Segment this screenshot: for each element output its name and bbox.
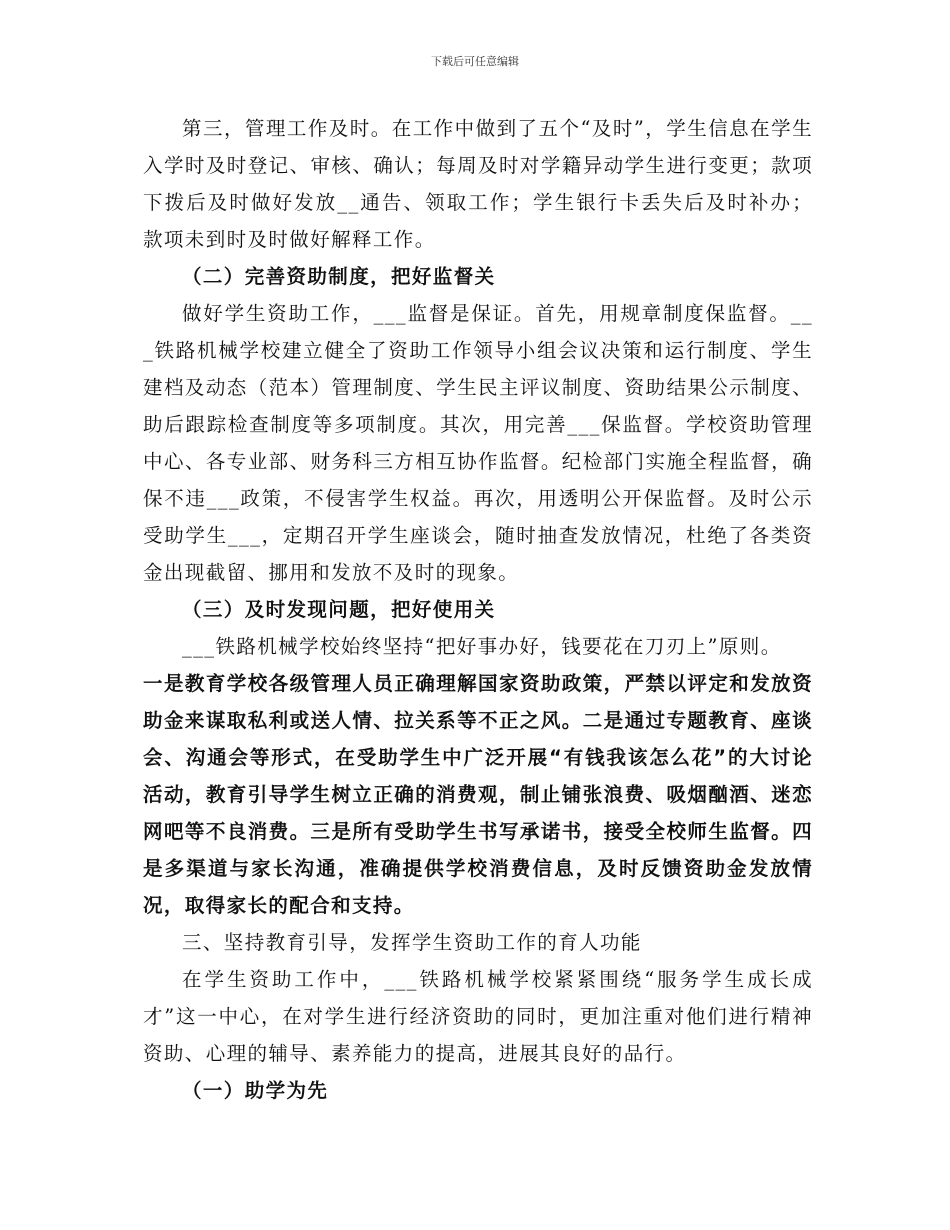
paragraph-measures: 一是教育学校各级管理人员正确理解国家资助政策，严禁以评定和发放资助金来谋取私利或送人情、拉关系等不正之风。二是通过专题教育、座谈会、沟通会等形式，在受助学生中广泛开展“有钱我该怎么花”的大讨论活动，教育引导学生树立正确的消费观，制止铺张浪费、吸烟酗酒、迷恋网吧等不良消费。三是所有受助学生书写承诺书，接受全校师生监督。四是多渠道与家长沟通，准确提供学校消费信息，及时反馈资助金发放情况，取得家长的配合和支持。 xyxy=(143,672,813,917)
paragraph-education: 在学生资助工作中，___铁路机械学校紧紧围绕“服务学生成长成才”这一中心，在对学生进行经济资助的同时，更加注重对他们进行精神资助、心理的辅导、素养能力的提高，进展其良好的品行。 xyxy=(143,968,813,1065)
document-body xyxy=(143,110,813,1109)
paragraph-supervision: 做好学生资助工作，___监督是保证。首先，用规章制度保监督。___铁路机械学校建立健全了资助工作领导小组会议决策和运行制度、学生建档及动态（范本）管理制度、学生民主评议制度、资助结果公示制度、助后跟踪检查制度等多项制度。其次，用完善___保监督。学校资助管理中心、各专业部、财务科三方相互协作监督。纪检部门实施全程监督，确保不违___政策，不侵害学生权益。再次，用透明公开保监督。及时公示受助学生___，定期召开学生座谈会，随时抽查发放情况，杜绝了各类资金出现截留、挪用和发放不及时的现象。 xyxy=(143,302,813,584)
section-heading-supervision: （二）完善资助制度，把好监督关 xyxy=(182,265,496,288)
section-heading-education: 三、坚持教育引导，发挥学生资助工作的育人功能 xyxy=(182,931,642,954)
paragraph-timely-management: 第三，管理工作及时。在工作中做到了五个“及时”，学生信息在学生入学时及时登记、审核、确认；每周及时对学籍异动学生进行变更；款项下拨后及时做好发放__通告、领取工作；学生银行卡丢失后及时补办；款项未到时及时做好解释工作。 xyxy=(143,117,813,251)
section-heading-usage: （三）及时发现问题，把好使用关 xyxy=(182,598,496,621)
paragraph-principle: ___铁路机械学校始终坚持“把好事办好，钱要花在刀刃上”原则。 xyxy=(182,635,782,658)
page-header-note: 下载后可任意编辑 xyxy=(431,55,519,68)
section-heading-study-aid: （一）助学为先 xyxy=(182,1079,329,1102)
